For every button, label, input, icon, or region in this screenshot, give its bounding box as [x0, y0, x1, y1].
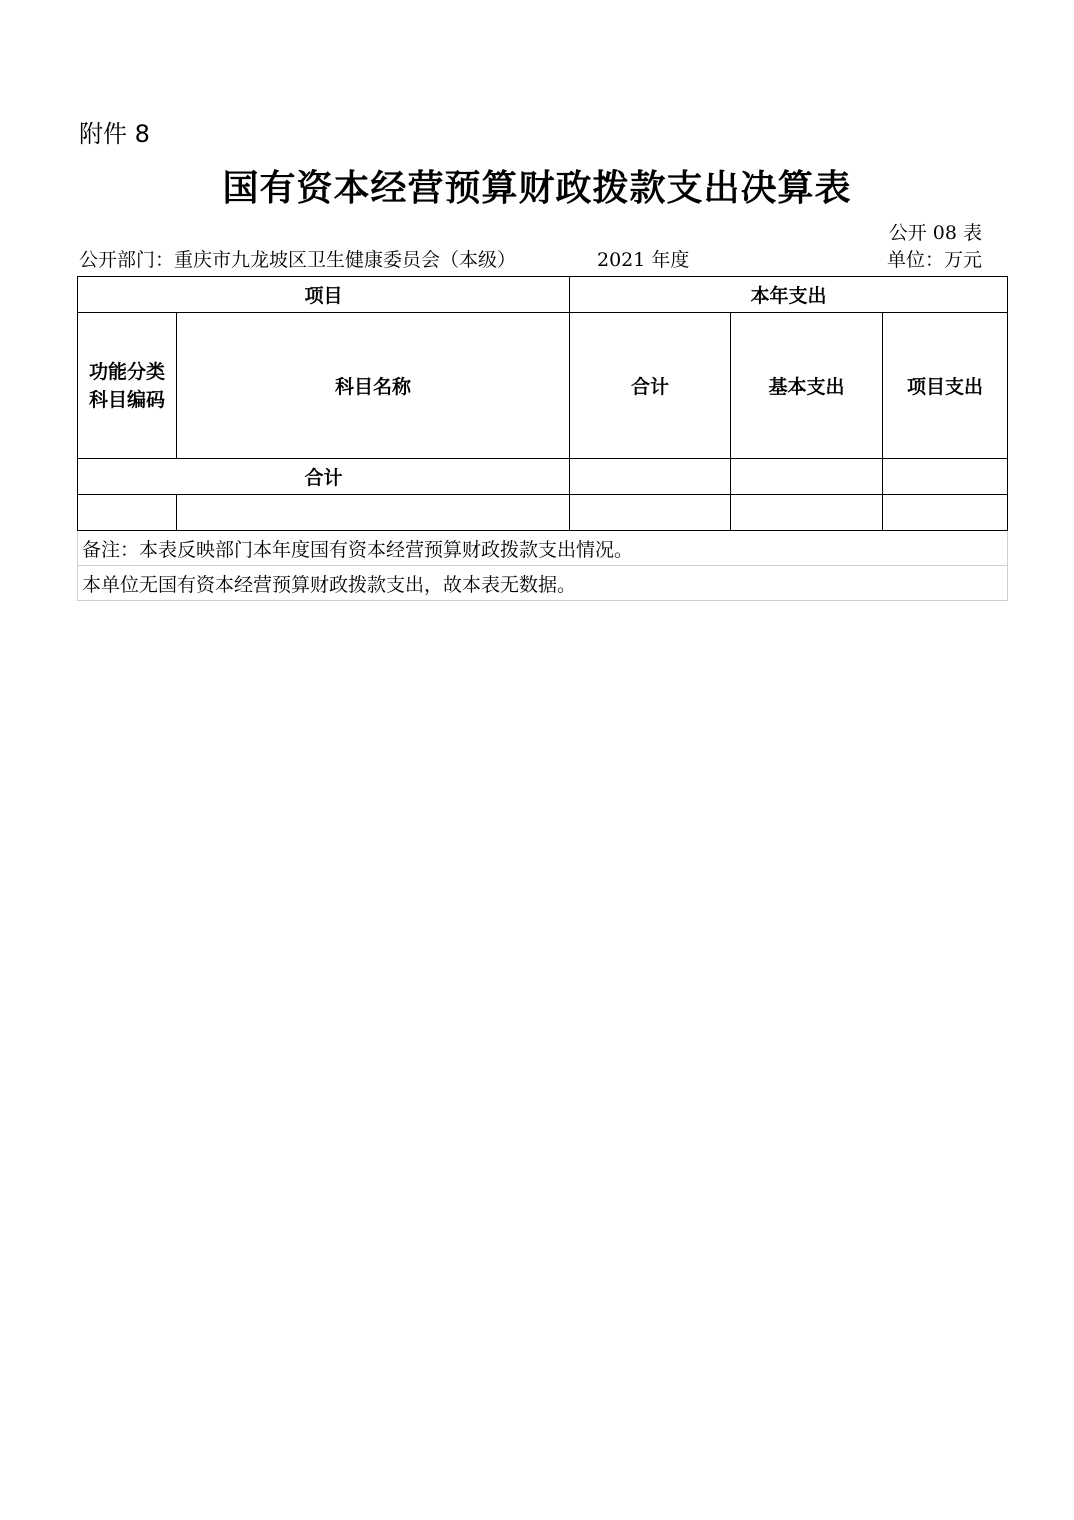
table-row [78, 495, 1008, 531]
total-cell [570, 459, 731, 495]
basic-expense-cell [731, 495, 883, 531]
header-annual-expense: 本年支出 [570, 277, 1008, 313]
note-row [78, 531, 1008, 566]
header-total: 合计 [570, 313, 731, 459]
project-expense-cell [883, 495, 1008, 531]
note-1: 备注：本表反映部门本年度国有资本经营预算财政拨款支出情况。 [78, 531, 1008, 566]
header-project-expense: 项目支出 [883, 313, 1008, 459]
header-function-code [78, 313, 177, 459]
code-cell [78, 495, 177, 531]
table-header-row [78, 277, 1008, 313]
header-function-code-line1: 功能分类 [88, 360, 165, 383]
total-label: 合计 [78, 459, 570, 495]
attachment-label: 附件 8 [79, 120, 150, 148]
total-cell [570, 495, 731, 531]
fiscal-year: 2021 年度 [597, 249, 690, 271]
department-label: 公开部门：重庆市九龙坡区卫生健康委员会（本级） [79, 249, 517, 271]
header-subject-name: 科目名称 [177, 313, 570, 459]
note-2: 本单位无国有资本经营预算财政拨款支出，故本表无数据。 [78, 566, 1008, 601]
project-expense-cell [883, 459, 1008, 495]
page-title: 国有资本经营预算财政拨款支出决算表 [222, 167, 852, 209]
expense-table [77, 276, 1008, 601]
header-function-code-line2: 科目编码 [88, 388, 165, 411]
header-item: 项目 [78, 277, 570, 313]
unit-label: 单位：万元 [886, 249, 982, 271]
subject-cell [177, 495, 570, 531]
table-subheader-row [78, 313, 1008, 459]
basic-expense-cell [731, 459, 883, 495]
header-basic-expense: 基本支出 [731, 313, 883, 459]
total-row [78, 459, 1008, 495]
note-row [78, 566, 1008, 601]
form-number: 公开 08 表 [888, 222, 982, 244]
